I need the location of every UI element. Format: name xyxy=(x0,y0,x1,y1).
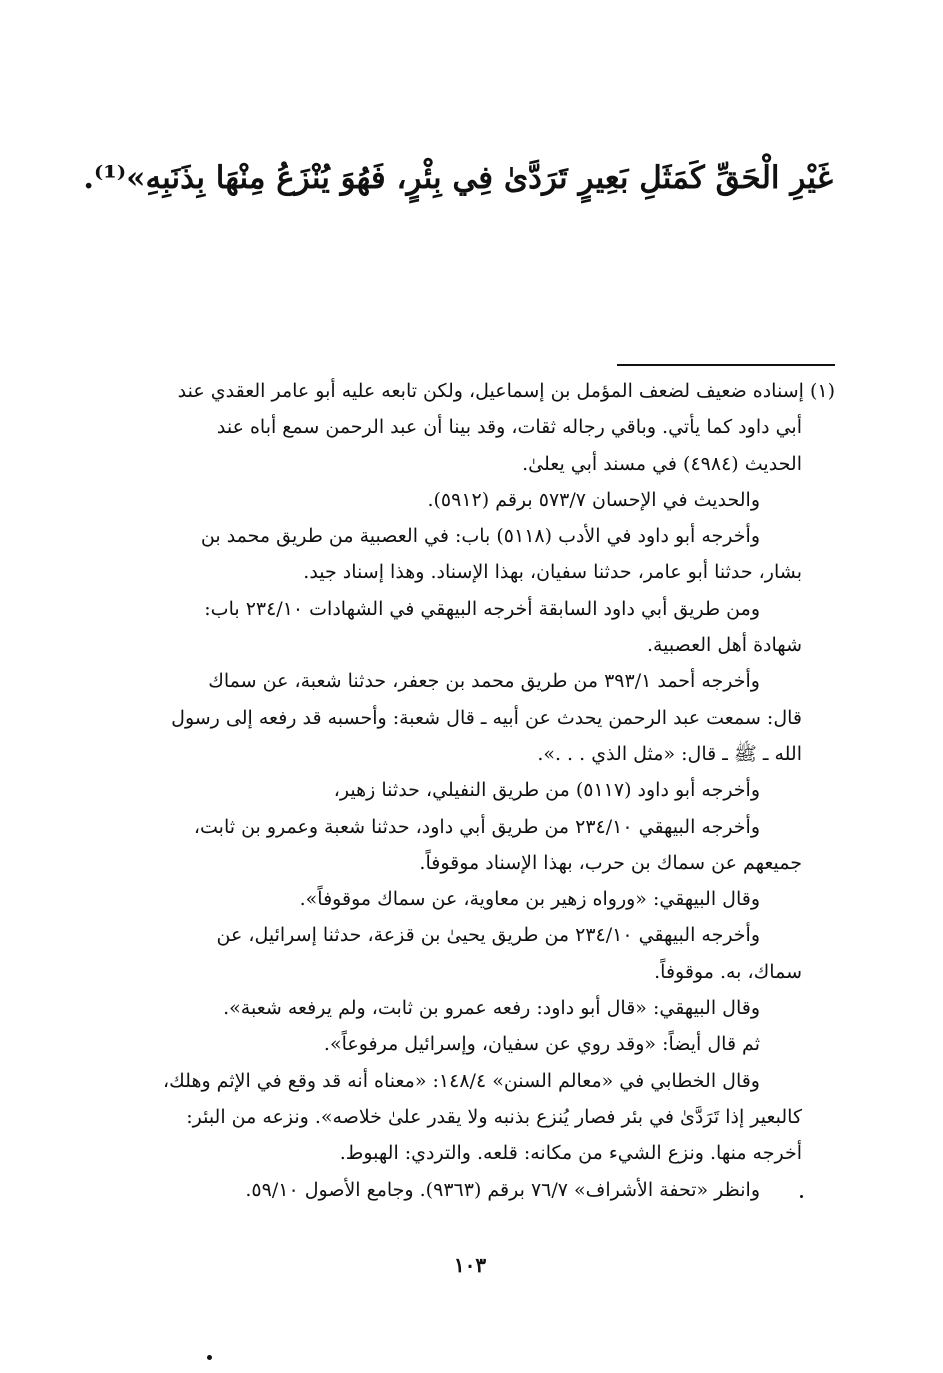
footnote-line: وأخرجه أبو داود (٥١١٧) من طريق النفيلي، حدثنا زهير، xyxy=(333,779,760,802)
footnote-separator xyxy=(617,364,835,366)
footnote-line: وقال البيهقي: «قال أبو داود: رفعه عمرو بن ثابت، ولم يرفعه شعبة». xyxy=(223,997,760,1020)
footnote-line: والحديث في الإحسان ٥٧٣/٧ برقم (٥٩١٢). xyxy=(427,488,760,511)
footnote-line: وأخرجه أبو داود في الأدب (٥١١٨) باب: في العصبية من طريق محمد بن xyxy=(200,525,760,548)
footnote-line: وأخرجه أحمد ٣٩٣/١ من طريق محمد بن جعفر، حدثنا شعبة، عن سماك xyxy=(208,670,760,693)
footnote-line: ومن طريق أبي داود السابقة أخرجه البيهقي في الشهادات ٢٣٤/١٠ باب: xyxy=(204,597,760,620)
hadith-text: غَيْرِ الْحَقِّ كَمَثَلِ بَعِيرٍ تَرَدَّىٰ فِي بِئْرٍ، فَهُوَ يُنْزَعُ مِنْهَا بِذَنَبِهِ»⁽¹⁾. xyxy=(83,160,833,196)
footnote-line: الله ـ ﷺ ـ قال: «مثل الذي . . .». xyxy=(537,742,802,765)
footnote-line: كالبعير إذا تَرَدَّىٰ في بئر فصار يُنزع بذنبه ولا يقدر علىٰ خلاصه». ونزعه من البئر: xyxy=(186,1105,802,1128)
footnote-line: جميعهم عن سماك بن حرب، بهذا الإسناد موقوفاً. xyxy=(419,851,802,874)
scan-speck xyxy=(207,1355,212,1360)
footnotes xyxy=(100,373,835,1208)
footnote-line: وقال البيهقي: «ورواه زهير بن معاوية، عن سماك موقوفاً». xyxy=(299,888,760,911)
footnote-line: أبي داود كما يأتي. وباقي رجاله ثقات، وقد بينا أن عبد الرحمن سمع أباه عند xyxy=(216,416,802,439)
footnote-line: شهادة أهل العصبية. xyxy=(646,634,802,657)
footnote-line: ثم قال أيضاً: «وقد روي عن سفيان، وإسرائيل مرفوعاً». xyxy=(323,1033,760,1056)
footnote-line: بشار، حدثنا أبو عامر، حدثنا سفيان، بهذا الإسناد. وهذا إسناد جيد. xyxy=(303,561,802,584)
footnote-line: وأخرجه البيهقي ٢٣٤/١٠ من طريق أبي داود، حدثنا شعبة وعمرو بن ثابت، xyxy=(193,815,760,838)
footnote-line: سماك، به. موقوفاً. xyxy=(654,960,802,983)
scan-speck xyxy=(800,1195,803,1198)
footnote-line: وقال الخطابي في «معالم السنن» ١٤٨/٤: «معناه أنه قد وقع في الإثم وهلك، xyxy=(163,1069,760,1092)
footnote-line: (١) إسناده ضعيف لضعف المؤمل بن إسماعيل، ولكن تابعه عليه أبو عامر العقدي عند xyxy=(177,380,835,402)
footnote-line: وأخرجه البيهقي ٢٣٤/١٠ من طريق يحيىٰ بن قزعة، حدثنا إسرائيل، عن xyxy=(216,924,760,947)
footnote-line: الحديث (٤٩٨٤) في مسند أبي يعلىٰ. xyxy=(522,452,802,475)
footnote-line: وانظر «تحفة الأشراف» ٧٦/٧ برقم (٩٣٦٣). وجامع الأصول ٥٩/١٠. xyxy=(245,1178,760,1201)
page-number: ١٠٣ xyxy=(453,1253,487,1277)
footnote-line: قال: سمعت عبد الرحمن يحدث عن أبيه ـ قال شعبة: وأحسبه قد رفعه إلى رسول xyxy=(171,706,802,729)
footnote-line: أخرجه منها. ونزع الشيء من مكانه: قلعه. والتردي: الهبوط. xyxy=(339,1142,802,1165)
